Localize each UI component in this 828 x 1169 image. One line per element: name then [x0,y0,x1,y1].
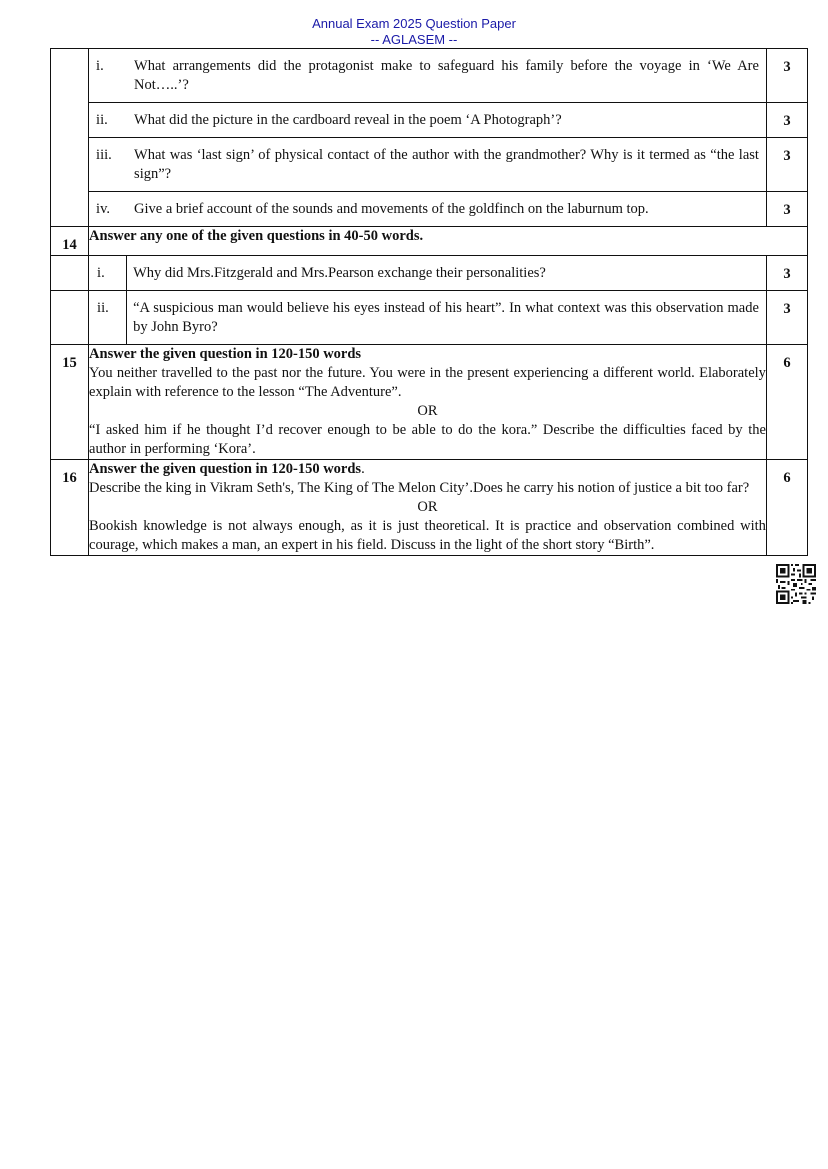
question-text: What was ‘last sign’ of physical contact of the author with the grandmother? Why is it termed as “the last sign”? [134,147,759,182]
question-table [50,48,808,556]
question-number: 15 [51,345,89,460]
instruction-period: . [361,461,365,477]
or-separator: OR [417,499,438,515]
question-option-b: Bookish knowledge is not always enough, as it is just theoretical. It is practice and observation combined with courage, which makes a man, an expert in his field. Discuss in the light of the short story “Birth”. [89,518,766,553]
question-number: 14 [51,227,89,256]
q14-part-i-row [51,256,808,291]
q14-heading-row [51,227,808,256]
q13-part-iv-row [51,192,808,227]
question-option-a: You neither travelled to the past nor the future. You were in the present experiencing a different world. Elaborately explain with reference to the lesson “The Adventure”. [89,365,766,400]
header-source: -- AGLASEM -- [370,32,458,47]
part-number: ii. [89,291,127,345]
part-number: iv. [96,201,111,217]
marks: 6 [766,345,807,460]
question-instruction: Answer the given question in 120-150 words [89,346,362,362]
part-number: i. [89,256,127,291]
q13-number-cell [51,49,89,227]
question-text: What did the picture in the cardboard reveal in the poem ‘A Photograph’? [134,112,562,128]
marks: 3 [766,256,807,291]
q13-part-i-row [51,49,808,103]
marks: 3 [766,291,807,345]
or-separator: OR [417,403,438,419]
q15-row [51,345,808,460]
marks: 3 [766,49,807,103]
header-title: Annual Exam 2025 Question Paper [312,16,516,31]
question-text: What arrangements did the protagonist make to safeguard his family before the voyage in ‘We Are Not…..’? [134,58,759,93]
question-number: 16 [51,460,89,556]
question-text: Give a brief account of the sounds and movements of the goldfinch on the laburnum top. [134,201,649,217]
question-option-a: Describe the king in Vikram Seth's, The King of The Melon City’.Does he carry his notion of justice a bit too far? [89,480,750,496]
q13-part-ii-row [51,103,808,138]
part-number: i. [96,58,104,74]
marks: 3 [766,138,807,192]
question-option-b: “I asked him if he thought I’d recover enough to be able to do the kora.” Describe the difficulties faced by the author in performing ‘Kora’. [89,422,766,457]
question-text: Why did Mrs.Fitzgerald and Mrs.Pearson exchange their personalities? [127,256,767,291]
q16-row [51,460,808,556]
marks: 6 [766,460,807,556]
question-instruction: Answer any one of the given questions in 40-50 words. [89,227,808,256]
question-text: “A suspicious man would believe his eyes instead of his heart”. In what context was this observation made by John Byro? [127,291,767,345]
qr-code-icon [776,564,816,604]
marks: 3 [766,192,807,227]
q14-part-ii-row [51,291,808,345]
marks: 3 [766,103,807,138]
q13-part-iii-row [51,138,808,192]
question-instruction: Answer the given question in 120-150 words [89,461,362,477]
part-number: iii. [96,147,112,163]
page-header [0,16,828,48]
part-number: ii. [96,112,108,128]
